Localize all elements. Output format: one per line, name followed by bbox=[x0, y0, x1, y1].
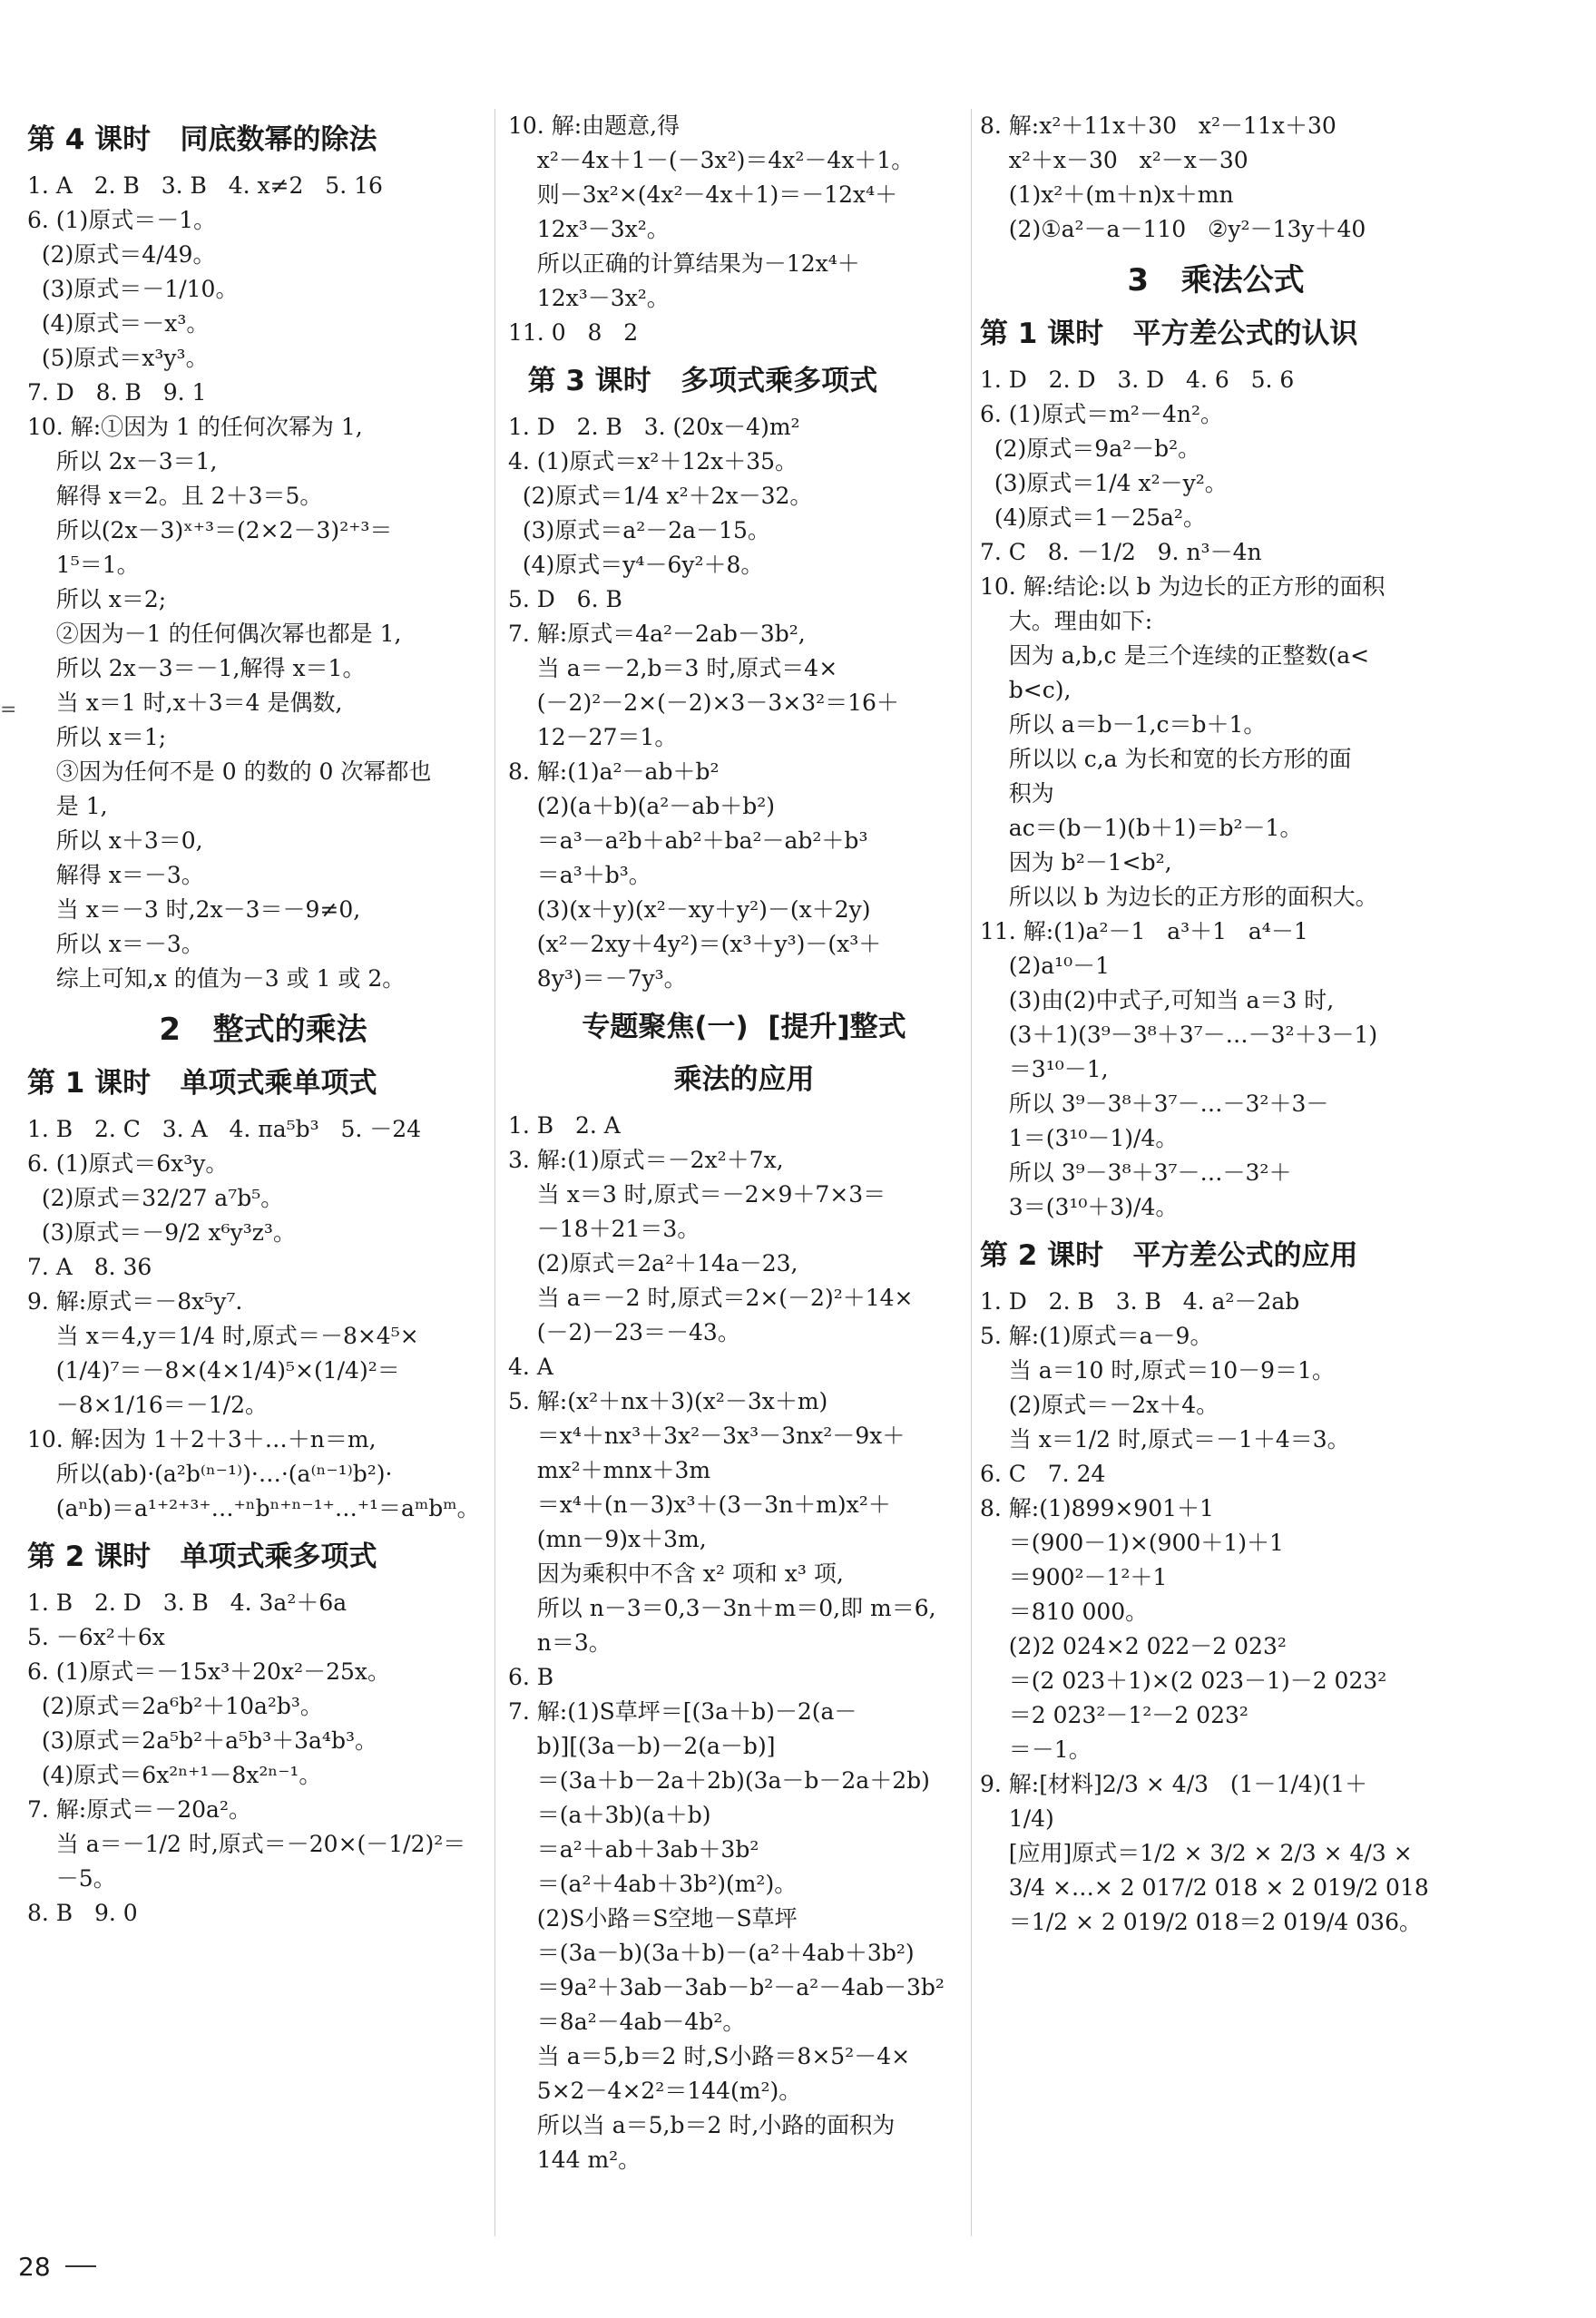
answer-line: 1. D 2. D 3. D 4. 6 5. 6 bbox=[980, 367, 1295, 393]
answer-line: (－2)²－2×(－2)×3－3×3²＝16＋ bbox=[508, 690, 899, 716]
answer-line: 3. 解:(1)原式＝－2x²＋7x, bbox=[508, 1147, 784, 1173]
answer-line: 6. (1)原式＝m²－4n²。 bbox=[980, 401, 1223, 427]
answer-line: 12－27＝1。 bbox=[508, 724, 678, 750]
answer-line: 所以 2x－3＝1, bbox=[27, 448, 218, 474]
answer-line: 10. 解:①因为 1 的任何次幂为 1, bbox=[27, 414, 363, 440]
answer-line: 3/4 ×…× 2 017/2 018 × 2 019/2 018 bbox=[980, 1874, 1429, 1901]
answer-line: 所以 x＝1; bbox=[27, 724, 167, 750]
answer-line: 当 x＝1/2 时,原式＝－1＋4＝3。 bbox=[980, 1426, 1350, 1452]
answer-line: ＝x⁴＋(n－3)x³＋(3－3n＋m)x²＋ bbox=[508, 1492, 891, 1518]
answer-line: 10. 解:因为 1＋2＋3＋…＋n＝m, bbox=[27, 1426, 377, 1452]
answer-line: 1⁵＝1。 bbox=[27, 552, 140, 578]
answer-line: (3)原式＝a²－2a－15。 bbox=[508, 517, 770, 543]
answer-line: 7. 解:(1)S草坪＝[(3a＋b)－2(a－ bbox=[508, 1698, 857, 1725]
answer-line: 所以正确的计算结果为－12x⁴＋ bbox=[508, 250, 860, 277]
answer-line: 所以 n－3＝0,3－3n＋m＝0,即 m＝6, bbox=[508, 1595, 936, 1621]
answer-line: 12x³－3x²。 bbox=[508, 285, 670, 311]
answer-line: 5. 解:(x²＋nx＋3)(x²－3x＋m) bbox=[508, 1388, 828, 1414]
answer-line: n＝3。 bbox=[508, 1629, 612, 1656]
answer-line: (2)原式＝－2x＋4。 bbox=[980, 1392, 1219, 1418]
answer-line: ＝3¹⁰－1, bbox=[980, 1056, 1109, 1082]
answer-line: 当 a＝－2 时,原式＝2×(－2)²＋14× bbox=[508, 1285, 914, 1311]
answer-line: 9. 解:原式＝－8x⁵y⁷. bbox=[27, 1288, 243, 1315]
answer-line: 所以 2x－3＝－1,解得 x＝1。 bbox=[27, 655, 366, 681]
answer-line: 144 m²。 bbox=[508, 2147, 641, 2173]
answer-line: －8×1/16＝－1/2。 bbox=[27, 1392, 269, 1418]
answer-line: (4)原式＝1－25a²。 bbox=[980, 504, 1206, 531]
answer-line: ＝2 023²－1²－2 023² bbox=[980, 1702, 1248, 1728]
answer-line: (2)S小路＝S空地－S草坪 bbox=[508, 1905, 798, 1932]
answer-line: (4)原式＝y⁴－6y²＋8。 bbox=[508, 552, 764, 578]
answer-line: (2)原式＝4/49。 bbox=[27, 241, 216, 268]
answer-line: ＝(3a＋b－2a＋2b)(3a－b－2a＋2b) bbox=[508, 1767, 930, 1794]
answer-line: (3＋1)(3⁹－3⁸＋3⁷－…－3²＋3－1) bbox=[980, 1022, 1378, 1048]
answer-line: 4. (1)原式＝x²＋12x＋35。 bbox=[508, 448, 798, 474]
answer-line: 解得 x＝2。且 2＋3＝5。 bbox=[27, 483, 323, 509]
answer-line: (mn－9)x＋3m, bbox=[508, 1526, 707, 1552]
answer-line: (2)①a²－a－110 ②y²－13y＋40 bbox=[980, 216, 1366, 242]
answer-line: (－2)－23＝－43。 bbox=[508, 1319, 740, 1345]
answer-line: 所以 x＋3＝0, bbox=[27, 827, 203, 854]
answer-line: 当 a＝10 时,原式＝10－9＝1。 bbox=[980, 1357, 1335, 1384]
answer-line: 当 x＝4,y＝1/4 时,原式＝－8×4⁵× bbox=[27, 1323, 419, 1349]
answer-line: ＝900²－1²＋1 bbox=[980, 1564, 1168, 1590]
answer-line: 6. (1)原式＝－1。 bbox=[27, 207, 217, 233]
section-heading: 第 2 课时 单项式乘多项式 bbox=[27, 1540, 377, 1573]
answer-line: ＝a³－a²b＋ab²＋ba²－ab²＋b³ bbox=[508, 827, 868, 854]
answer-line: ③因为任何不是 0 的数的 0 次幂都也 bbox=[27, 758, 432, 785]
answer-line: ＝9a²＋3ab－3ab－b²－a²－4ab－3b² bbox=[508, 1974, 945, 2000]
answer-line: (2)a¹⁰－1 bbox=[980, 953, 1111, 979]
answer-line: (x²－2xy＋4y²)＝(x³＋y³)－(x³＋ bbox=[508, 931, 882, 957]
answer-line: 因为 b²－1<b², bbox=[980, 849, 1172, 875]
answer-line: 1. D 2. B 3. B 4. a²－2ab bbox=[980, 1288, 1300, 1315]
answer-line: 1. B 2. A bbox=[508, 1112, 621, 1139]
answer-line: 5. －6x²＋6x bbox=[27, 1624, 165, 1650]
answer-line: ＝810 000。 bbox=[980, 1599, 1149, 1625]
answer-line: 综上可知,x 的值为－3 或 1 或 2。 bbox=[27, 965, 406, 992]
section-heading: 第 1 课时 平方差公式的认识 bbox=[980, 318, 1358, 350]
answer-line: (2)原式＝2a²＋14a－23, bbox=[508, 1250, 798, 1276]
answer-column-3 bbox=[980, 109, 1452, 2318]
answer-line: －5。 bbox=[27, 1865, 116, 1892]
answer-line: 所以 x＝－3。 bbox=[27, 931, 204, 957]
answer-line: 则－3x²×(4x²－4x＋1)＝－12x⁴＋ bbox=[508, 181, 898, 208]
answer-line: 当 x＝3 时,原式＝－2×9＋7×3＝ bbox=[508, 1181, 886, 1208]
answer-line: 8. 解:x²＋11x＋30 x²－11x＋30 bbox=[980, 112, 1337, 139]
answer-line: 4. A bbox=[508, 1354, 553, 1380]
answer-line: 所以 a＝b－1,c＝b＋1。 bbox=[980, 711, 1267, 738]
answer-line: 8y³)＝－7y³。 bbox=[508, 965, 687, 992]
answer-line: 当 x＝1 时,x＋3＝4 是偶数, bbox=[27, 690, 343, 716]
answer-line: (2)原式＝32/27 a⁷b⁵。 bbox=[27, 1185, 284, 1211]
answer-line: 因为乘积中不含 x² 项和 x³ 项, bbox=[508, 1560, 844, 1587]
answer-line: 10. 解:结论:以 b 为边长的正方形的面积 bbox=[980, 573, 1385, 600]
answer-line: x²－4x＋1－(－3x²)＝4x²－4x＋1。 bbox=[508, 147, 915, 173]
answer-line: ＝a³＋b³。 bbox=[508, 862, 651, 888]
answer-line: b)][(3a－b)－2(a－b)] bbox=[508, 1733, 776, 1759]
answer-line: (1)x²＋(m＋n)x＋mn bbox=[980, 181, 1234, 208]
answer-line: ＝(2 023＋1)×(2 023－1)－2 023² bbox=[980, 1668, 1387, 1694]
answer-line: (4)原式＝6x²ⁿ⁺¹－8x²ⁿ⁻¹。 bbox=[27, 1762, 322, 1788]
answer-line: ＝a²＋ab＋3ab＋3b² bbox=[508, 1836, 759, 1863]
answer-line: ＝x⁴＋nx³＋3x²－3x³－3nx²－9x＋ bbox=[508, 1423, 906, 1449]
answer-line: mx²＋mnx＋3m bbox=[508, 1457, 711, 1483]
answer-line: 5. 解:(1)原式＝a－9。 bbox=[980, 1323, 1213, 1349]
answer-line: 7. D 8. B 9. 1 bbox=[27, 379, 207, 406]
answer-line: (3)原式＝2a⁵b²＋a⁵b³＋3a⁴b³。 bbox=[27, 1727, 377, 1754]
answer-line: 11. 解:(1)a²－1 a³＋1 a⁴－1 bbox=[980, 918, 1308, 944]
chapter-heading: 2 整式的乘法 bbox=[159, 1012, 367, 1048]
answer-line: 7. 解:原式＝4a²－2ab－3b², bbox=[508, 621, 806, 647]
answer-line: 是 1, bbox=[27, 793, 108, 819]
answer-line: ＝(a²＋4ab＋3b²)(m²)。 bbox=[508, 1871, 798, 1897]
answer-line: (2)原式＝9a²－b²。 bbox=[980, 435, 1201, 462]
answer-line: 10. 解:由题意,得 bbox=[508, 112, 681, 139]
section-heading: 第 2 课时 平方差公式的应用 bbox=[980, 1239, 1358, 1272]
answer-line: ac＝(b－1)(b＋1)＝b²－1。 bbox=[980, 815, 1303, 841]
answer-line: (2)原式＝1/4 x²＋2x－32。 bbox=[508, 483, 813, 509]
answer-line: 1. D 2. B 3. (20x－4)m² bbox=[508, 414, 800, 440]
answer-column-2 bbox=[508, 109, 980, 2318]
answer-line: [应用]原式＝1/2 × 3/2 × 2/3 × 4/3 × bbox=[980, 1840, 1413, 1866]
answer-line: 9. 解:[材料]2/3 × 4/3 (1－1/4)(1＋ bbox=[980, 1771, 1368, 1797]
answer-line: (2)原式＝2a⁶b²＋10a²b³。 bbox=[27, 1693, 323, 1719]
page-number-dash bbox=[65, 2265, 96, 2267]
answer-line: 所以以 c,a 为长和宽的长方形的面 bbox=[980, 746, 1352, 772]
answer-line: 1＝(3¹⁰－1)/4。 bbox=[980, 1125, 1179, 1151]
answer-line: 当 a＝－2,b＝3 时,原式＝4× bbox=[508, 655, 838, 681]
answer-line: ＝8a²－4ab－4b²。 bbox=[508, 2009, 746, 2035]
answer-line: 8. 解:(1)a²－ab＋b² bbox=[508, 758, 720, 785]
answer-line: (2)2 024×2 022－2 023² bbox=[980, 1633, 1287, 1659]
answer-line: 1/4) bbox=[980, 1805, 1054, 1832]
answer-line: 6. B bbox=[508, 1664, 554, 1690]
answer-line: 12x³－3x²。 bbox=[508, 216, 670, 242]
answer-line: 6. (1)原式＝6x³y。 bbox=[27, 1150, 229, 1177]
answer-line: ＝(900－1)×(900＋1)＋1 bbox=[980, 1530, 1284, 1556]
answer-line: 7. 解:原式＝－20a²。 bbox=[27, 1796, 251, 1823]
answer-line: 1. A 2. B 3. B 4. x≠2 5. 16 bbox=[27, 172, 383, 199]
answer-line: 所以(2x－3)ˣ⁺³＝(2×2－3)²⁺³＝ bbox=[27, 517, 393, 543]
answer-line: 所以当 a＝5,b＝2 时,小路的面积为 bbox=[508, 2112, 896, 2138]
answer-line: 解得 x＝－3。 bbox=[27, 862, 204, 888]
answer-line: 当 a＝－1/2 时,原式＝－20×(－1/2)²＝ bbox=[27, 1831, 466, 1857]
answer-line: (3)(x＋y)(x²－xy＋y²)－(x＋2y) bbox=[508, 896, 871, 923]
answer-line: ＝1/2 × 2 019/2 018＝2 019/4 036。 bbox=[980, 1909, 1422, 1935]
answer-line: b<c), bbox=[980, 677, 1072, 703]
answer-line: ②因为－1 的任何偶次幂也都是 1, bbox=[27, 621, 402, 647]
answer-line: 11. 0 8 2 bbox=[508, 319, 639, 346]
answer-line: (2)(a＋b)(a²－ab＋b²) bbox=[508, 793, 775, 819]
answer-line: 所以 3⁹－3⁸＋3⁷－…－3²＋ bbox=[980, 1159, 1292, 1186]
chapter-heading: 3 乘法公式 bbox=[1127, 262, 1305, 298]
section-heading: 第 1 课时 单项式乘单项式 bbox=[27, 1067, 377, 1100]
answer-line: ＝－1。 bbox=[980, 1736, 1092, 1763]
answer-line: 8. 解:(1)899×901＋1 bbox=[980, 1495, 1214, 1521]
answer-line: －18＋21＝3。 bbox=[508, 1216, 700, 1242]
answer-line: x²＋x－30 x²－x－30 bbox=[980, 147, 1248, 173]
answer-line: 7. A 8. 36 bbox=[27, 1254, 152, 1280]
answer-line: (3)原式＝－1/10。 bbox=[27, 276, 239, 302]
answer-line: (4)原式＝－x³。 bbox=[27, 310, 210, 337]
answer-line: 所以以 b 为边长的正方形的面积大。 bbox=[980, 884, 1378, 910]
answer-line: 1. B 2. D 3. B 4. 3a²＋6a bbox=[27, 1589, 348, 1616]
answer-line: (3)由(2)中式子,可知当 a＝3 时, bbox=[980, 987, 1335, 1013]
answer-line: (3)原式＝1/4 x²－y²。 bbox=[980, 470, 1228, 496]
answer-line: 5×2－4×2²＝144(m²)。 bbox=[508, 2078, 802, 2104]
answer-line: 3＝(3¹⁰＋3)/4。 bbox=[980, 1194, 1179, 1220]
answer-line: (5)原式＝x³y³。 bbox=[27, 345, 209, 371]
answer-line: 所以 3⁹－3⁸＋3⁷－…－3²＋3－ bbox=[980, 1091, 1329, 1117]
answer-line: 所以(ab)·(a²b⁽ⁿ⁻¹⁾)·…·(a⁽ⁿ⁻¹⁾b²)· bbox=[27, 1461, 393, 1487]
section-heading: 专题聚焦(一) [提升]整式 bbox=[582, 1011, 906, 1043]
answer-line: 当 x＝－3 时,2x－3＝－9≠0, bbox=[27, 896, 361, 923]
page-number: 28 bbox=[18, 2252, 51, 2282]
answer-line: 5. D 6. B bbox=[508, 586, 622, 612]
answer-line: 积为 bbox=[980, 780, 1054, 807]
answer-column-1 bbox=[27, 109, 499, 2318]
answer-line: 6. (1)原式＝－15x³＋20x²－25x。 bbox=[27, 1658, 390, 1685]
page-edge-mark: = bbox=[0, 699, 17, 721]
answer-line: 因为 a,b,c 是三个连续的正整数(a< bbox=[980, 642, 1370, 669]
answer-line: ＝(3a－b)(3a＋b)－(a²＋4ab＋3b²) bbox=[508, 1940, 915, 1966]
answer-line: 6. C 7. 24 bbox=[980, 1461, 1106, 1487]
answer-line: (1/4)⁷＝－8×(4×1/4)⁵×(1/4)²＝ bbox=[27, 1357, 400, 1384]
section-heading: 第 3 课时 多项式乘多项式 bbox=[508, 365, 878, 397]
section-heading: 第 4 课时 同底数幂的除法 bbox=[27, 123, 377, 156]
answer-line: 8. B 9. 0 bbox=[27, 1900, 138, 1926]
section-heading: 乘法的应用 bbox=[673, 1063, 815, 1096]
answer-line: 当 a＝5,b＝2 时,S小路＝8×5²－4× bbox=[508, 2043, 911, 2069]
answer-line: 所以 x＝2; bbox=[27, 586, 167, 612]
answer-line: (3)原式＝－9/2 x⁶y³z³。 bbox=[27, 1219, 296, 1246]
answer-line: 大。理由如下: bbox=[980, 608, 1153, 634]
answer-line: 7. C 8. －1/2 9. n³－4n bbox=[980, 539, 1262, 565]
answer-line: 1. B 2. C 3. A 4. πa⁵b³ 5. －24 bbox=[27, 1116, 422, 1142]
answer-line: ＝(a＋3b)(a＋b) bbox=[508, 1802, 711, 1828]
answer-line: (aⁿb)＝a¹⁺²⁺³⁺…⁺ⁿbⁿ⁺ⁿ⁻¹⁺…⁺¹＝aᵐbᵐ。 bbox=[27, 1495, 480, 1521]
